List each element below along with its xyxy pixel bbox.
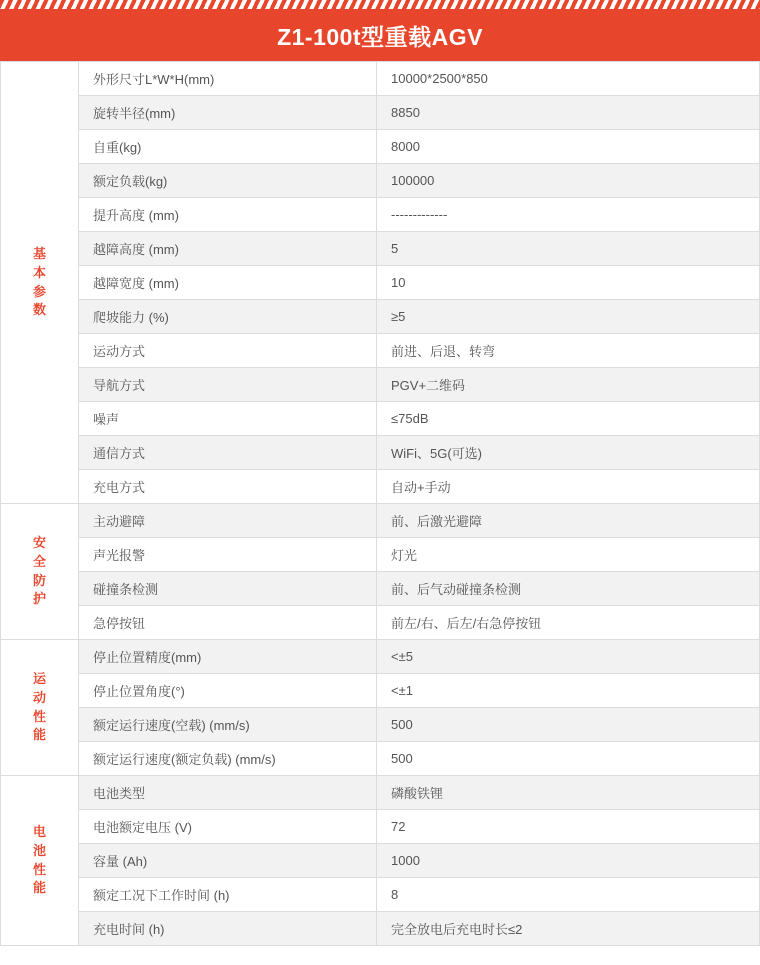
spec-value: WiFi、5G(可选) bbox=[377, 436, 760, 470]
spec-value: 100000 bbox=[377, 164, 760, 198]
spec-value: 前、后激光避障 bbox=[377, 504, 760, 538]
spec-label: 旋转半径(mm) bbox=[79, 96, 377, 130]
spec-value: 8000 bbox=[377, 130, 760, 164]
spec-value: 1000 bbox=[377, 844, 760, 878]
spec-label: 声光报警 bbox=[79, 538, 377, 572]
table-row bbox=[1, 198, 760, 232]
spec-label: 越障宽度 (mm) bbox=[79, 266, 377, 300]
spec-label: 运动方式 bbox=[79, 334, 377, 368]
spec-value: <±1 bbox=[377, 674, 760, 708]
table-row bbox=[1, 912, 760, 946]
table-row bbox=[1, 164, 760, 198]
spec-value: 完全放电后充电时长≤2 bbox=[377, 912, 760, 946]
spec-value: 500 bbox=[377, 742, 760, 776]
spec-label: 额定运行速度(空载) (mm/s) bbox=[79, 708, 377, 742]
spec-label: 额定工况下工作时间 (h) bbox=[79, 878, 377, 912]
spec-value: PGV+二维码 bbox=[377, 368, 760, 402]
table-row bbox=[1, 300, 760, 334]
table-row bbox=[1, 878, 760, 912]
group-label: 运 动 性 能 bbox=[1, 640, 79, 776]
table-row bbox=[1, 402, 760, 436]
spec-value: 前、后气动碰撞条检测 bbox=[377, 572, 760, 606]
table-row bbox=[1, 368, 760, 402]
table-row bbox=[1, 470, 760, 504]
table-row bbox=[1, 504, 760, 538]
spec-label: 主动避障 bbox=[79, 504, 377, 538]
spec-label: 充电时间 (h) bbox=[79, 912, 377, 946]
spec-value: ------------- bbox=[377, 198, 760, 232]
table-row bbox=[1, 436, 760, 470]
table-row bbox=[1, 606, 760, 640]
table-row bbox=[1, 572, 760, 606]
table-row bbox=[1, 708, 760, 742]
spec-value: 磷酸铁锂 bbox=[377, 776, 760, 810]
table-row bbox=[1, 674, 760, 708]
spec-value: 72 bbox=[377, 810, 760, 844]
spec-value: <±5 bbox=[377, 640, 760, 674]
spec-label: 电池额定电压 (V) bbox=[79, 810, 377, 844]
spec-value: 500 bbox=[377, 708, 760, 742]
spec-label: 自重(kg) bbox=[79, 130, 377, 164]
page-title: Z1-100t型重载AGV bbox=[277, 23, 483, 50]
spec-value: 10 bbox=[377, 266, 760, 300]
spec-label: 停止位置角度(°) bbox=[79, 674, 377, 708]
spec-label: 外形尺寸L*W*H(mm) bbox=[79, 62, 377, 96]
spec-label: 额定负载(kg) bbox=[79, 164, 377, 198]
table-row bbox=[1, 538, 760, 572]
spec-label: 爬坡能力 (%) bbox=[79, 300, 377, 334]
spec-value: ≥5 bbox=[377, 300, 760, 334]
spec-value: 8850 bbox=[377, 96, 760, 130]
group-label: 电 池 性 能 bbox=[1, 776, 79, 946]
group-label: 安 全 防 护 bbox=[1, 504, 79, 640]
table-row bbox=[1, 334, 760, 368]
spec-value: 前左/右、后左/右急停按钮 bbox=[377, 606, 760, 640]
spec-table-container bbox=[0, 61, 760, 946]
page-title-bar bbox=[0, 9, 760, 61]
table-row bbox=[1, 844, 760, 878]
spec-table bbox=[0, 61, 760, 946]
table-row bbox=[1, 266, 760, 300]
spec-label: 急停按钮 bbox=[79, 606, 377, 640]
spec-label: 噪声 bbox=[79, 402, 377, 436]
spec-label: 电池类型 bbox=[79, 776, 377, 810]
spec-label: 额定运行速度(额定负载) (mm/s) bbox=[79, 742, 377, 776]
table-row bbox=[1, 232, 760, 266]
group-label: 基 本 参 数 bbox=[1, 62, 79, 504]
table-row bbox=[1, 640, 760, 674]
spec-value: 10000*2500*850 bbox=[377, 62, 760, 96]
spec-label: 提升高度 (mm) bbox=[79, 198, 377, 232]
table-row bbox=[1, 130, 760, 164]
spec-value: 灯光 bbox=[377, 538, 760, 572]
spec-label: 碰撞条检测 bbox=[79, 572, 377, 606]
spec-label: 充电方式 bbox=[79, 470, 377, 504]
decorative-top-stripe bbox=[0, 0, 760, 9]
spec-value: 5 bbox=[377, 232, 760, 266]
spec-label: 停止位置精度(mm) bbox=[79, 640, 377, 674]
spec-label: 越障高度 (mm) bbox=[79, 232, 377, 266]
spec-value: ≤75dB bbox=[377, 402, 760, 436]
spec-value: 自动+手动 bbox=[377, 470, 760, 504]
spec-label: 容量 (Ah) bbox=[79, 844, 377, 878]
table-row bbox=[1, 96, 760, 130]
table-row bbox=[1, 776, 760, 810]
table-row bbox=[1, 742, 760, 776]
table-row bbox=[1, 810, 760, 844]
spec-label: 导航方式 bbox=[79, 368, 377, 402]
spec-value: 前进、后退、转弯 bbox=[377, 334, 760, 368]
table-row bbox=[1, 62, 760, 96]
spec-label: 通信方式 bbox=[79, 436, 377, 470]
spec-value: 8 bbox=[377, 878, 760, 912]
